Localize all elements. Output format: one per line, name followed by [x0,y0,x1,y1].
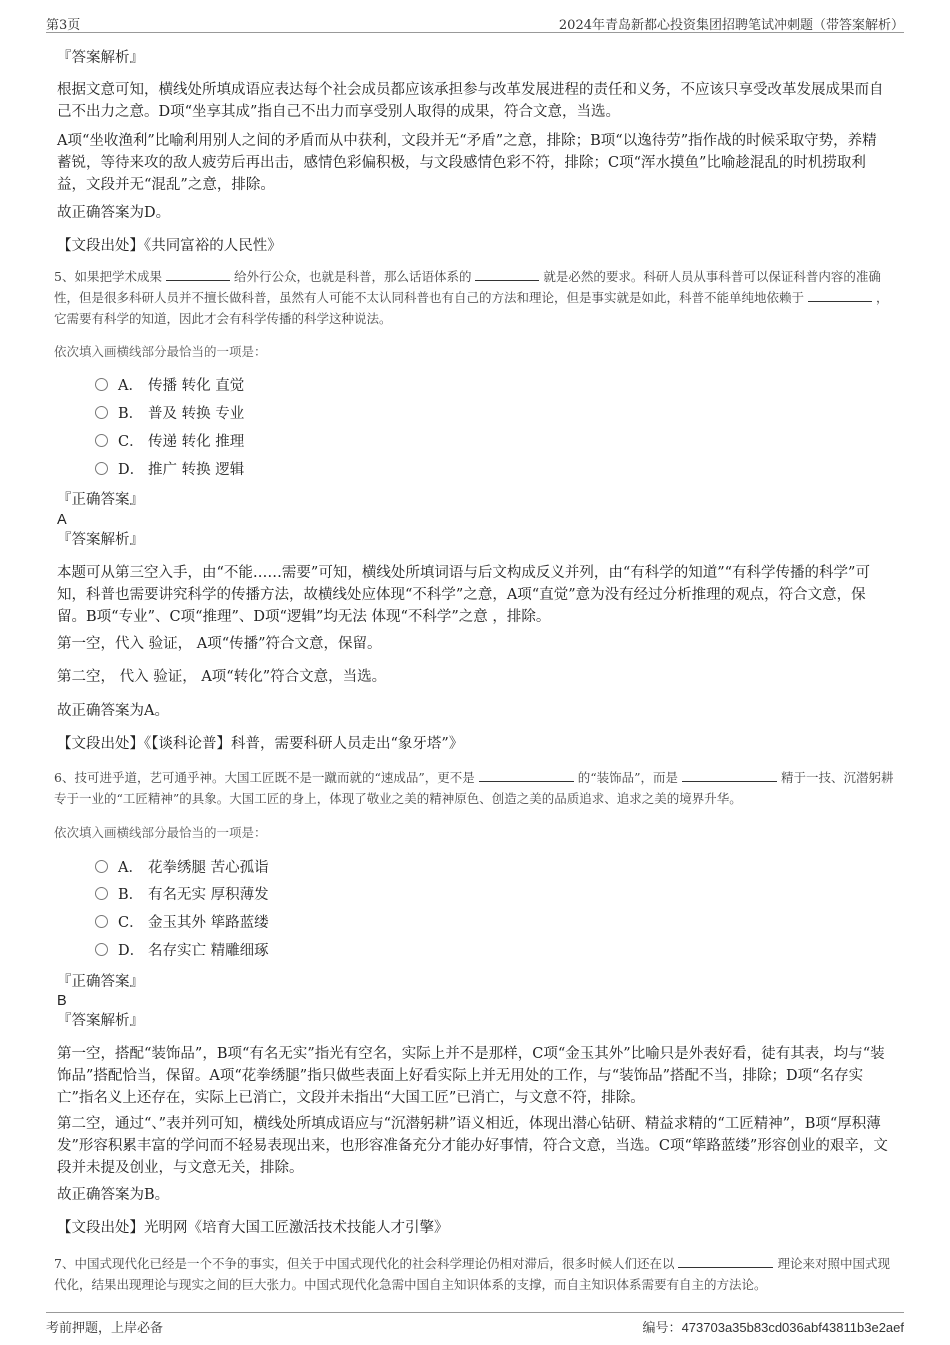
q4-source: 【文段出处】《共同富裕的人民性》 [57,238,282,254]
q6-option-c[interactable]: C． 金玉其外 筚路蓝缕 [95,911,269,935]
q7-text-a: 7、中国式现代化已经是一个不争的事实，但关于中国式现代化的社会科学理论仍相对滞后，很多时候人们还在以 [54,1256,675,1271]
q6-correct-answer: B [57,993,67,1009]
page-header [46,12,904,33]
q6-analysis-title: 『答案解析』 [57,1013,144,1029]
q4-conclusion: 故正确答案为D。 [57,205,171,221]
q5-source: 【文段出处】《【谈科论普】科普，需要科研人员走出“象牙塔”》 [57,736,464,752]
q6-source: 【文段出处】光明网《培育大国工匠激活技术技能人才引擎》 [57,1220,449,1236]
q5-text-b: 给外行公众，也就是科普，那么话语体系的 [233,269,472,284]
radio-icon[interactable] [95,378,108,391]
q7-blank-1 [678,1255,773,1268]
q6-conclusion: 故正确答案为B。 [57,1187,170,1203]
q5-option-a[interactable]: A． 传播 转化 直觉 [95,374,244,398]
q7-text-b: 理论来对照中国式现代化，结果出现理论与现实之间的巨大张力。中国式现代化急需中国自主知识体系的支撑，而自主知识体系需要有自主的方法论。 [54,1256,890,1292]
q6-text-a: 6、技可进乎道，艺可通乎神。大国工匠既不是一蹴而就的“速成品”，更不是 [54,770,475,785]
q6-text-b: 的“装饰品”，而是 [577,770,678,785]
q5-conclusion: 故正确答案为A。 [57,703,169,719]
q7-question [54,1253,895,1295]
q5-text-d: ，它需要有科学的知道，因此才会有科学传播的科学这种说法。 [54,290,889,326]
q5-blank-3 [808,289,872,302]
q5-analysis-p2: 第一空，代入 验证， A项“传播”符合文意，保留。 [57,636,382,652]
q6-analysis-p1: 第一空，搭配“装饰品”，B项“有名无实”指光有空名，实际上并不是那样，C项“金玉其外”比喻只是外表好看，徒有其表，均与“装饰品”搭配恰当，保留。A项“花拳绣腿”指只做些表面上好看实际上并无用处的工作，与“装饰品”搭配不当，排除；D项“名存实亡”指名义上还存在，实际上已消亡，文段并未指出“大国工匠”已消亡，与文意不符，排除。 [57,1046,885,1106]
q4-analysis-p2: A项“坐收渔利”比喻利用别人之间的矛盾而从中获利，文段并无“矛盾”之意，排除；B项“以逸待劳”指作战的时候采取守势，养精蓄锐，等待来攻的敌人疲劳后再出击，感情色彩偏积极，与文段感情色彩不符，排除；C项“浑水摸鱼”比喻趁混乱的时机捞取利益，文段并无“混乱”之意，排除。 [57,133,877,193]
footer-id [643,1317,904,1336]
q6-option-d[interactable]: D． 名存实亡 精雕细琢 [95,939,269,963]
q5-analysis-p1: 本题可从第三空入手，由“不能……需要”可知，横线处所填词语与后文构成反义并列，由“有科学的知道”“有科学传播的科学”可知，科普也需要讲究科学的传播方法，故横线处应体现“不科学”之意，A项“直觉”意为没有经过分析推理的观点，符合文意，保留。B项“专业”、C项“推理”、D项“逻辑”均无法 体现“不科学”之意 ，排除。 [57,565,870,625]
q5-question [54,266,895,329]
q5-option-d[interactable]: D． 推广 转换 逻辑 [95,458,244,482]
q6-question [54,767,895,809]
q5-text-c: 就是必然的要求。科研人员从事科普可以保证科普内容的准确性，但是很多科研人员并不擅长做科普，虽然有人可能不太认同科普也有自己的方法和理论，但是事实就是如此，科普不能单纯地依赖于 [54,269,881,305]
q6-text-c: 精于一技、沉潜躬耕专于一业的“工匠精神”的具象。大国工匠的身上，体现了敬业之美的精神原色、创造之美的品质追求、追求之美的境界升华。 [54,770,894,806]
radio-icon[interactable] [95,462,108,475]
q6-correct-title: 『正确答案』 [57,974,144,990]
document-title: 2024年青岛新都心投资集团招聘笔试冲刺题（带答案解析） [558,18,904,33]
q5-option-c[interactable]: C． 传递 转化 推理 [95,430,244,454]
q4-analysis-p1: 根据文意可知，横线处所填成语应表达每个社会成员都应该承担参与改革发展进程的责任和义务，不应该只享受改革发展成果而自己不出力之意。D项“坐享其成”指自己不出力而享受别人取得的成果，符合文意，当选。 [57,82,884,120]
radio-icon[interactable] [95,915,108,928]
q5-prompt: 依次填入画横线部分最恰当的一项是： [54,344,267,359]
q5-text-a: 5、如果把学术成果 [54,269,162,284]
radio-icon[interactable] [95,406,108,419]
radio-icon[interactable] [95,887,108,900]
radio-icon[interactable] [95,860,108,873]
q5-blank-2 [475,268,539,281]
q5-blank-1 [166,268,230,281]
q6-prompt: 依次填入画横线部分最恰当的一项是： [54,825,267,840]
q6-analysis-p2: 第二空，通过“、”表并列可知，横线处所填成语应与“沉潜躬耕”语义相近，体现出潜心钻研、精益求精的“工匠精神”，B项“厚积薄发”形容积累丰富的学问而不轻易表现出来，也形容准备充分才能办好事情，符合文意，当选。C项“筚路蓝缕”形容创业的艰辛，文段并未提及创业，与文意无关，排除。 [57,1116,888,1176]
footer-slogan: 考前押题，上岸必备 [46,1321,164,1336]
q5-analysis-p3: 第二空， 代入 验证， A项“转化”符合文意，当选。 [57,669,387,685]
radio-icon[interactable] [95,943,108,956]
radio-icon[interactable] [95,434,108,447]
page-footer [46,1312,904,1335]
q6-option-b[interactable]: B． 有名无实 厚积薄发 [95,883,269,907]
q5-correct-answer: A [57,512,67,528]
q5-analysis-title: 『答案解析』 [57,532,144,548]
q6-blank-1 [479,769,574,782]
q4-analysis-title: 『答案解析』 [57,50,144,66]
q6-blank-2 [682,769,777,782]
q5-option-b[interactable]: B． 普及 转换 专业 [95,402,244,426]
q6-option-a[interactable]: A． 花拳绣腿 苦心孤诣 [95,856,269,880]
page-number: 第3页 [46,18,81,33]
q5-correct-title: 『正确答案』 [57,492,144,508]
footer-id-code: 473703a35b83cd036abf43811b3e2aef [681,1320,904,1335]
footer-id-label: 编号： [642,1321,682,1336]
